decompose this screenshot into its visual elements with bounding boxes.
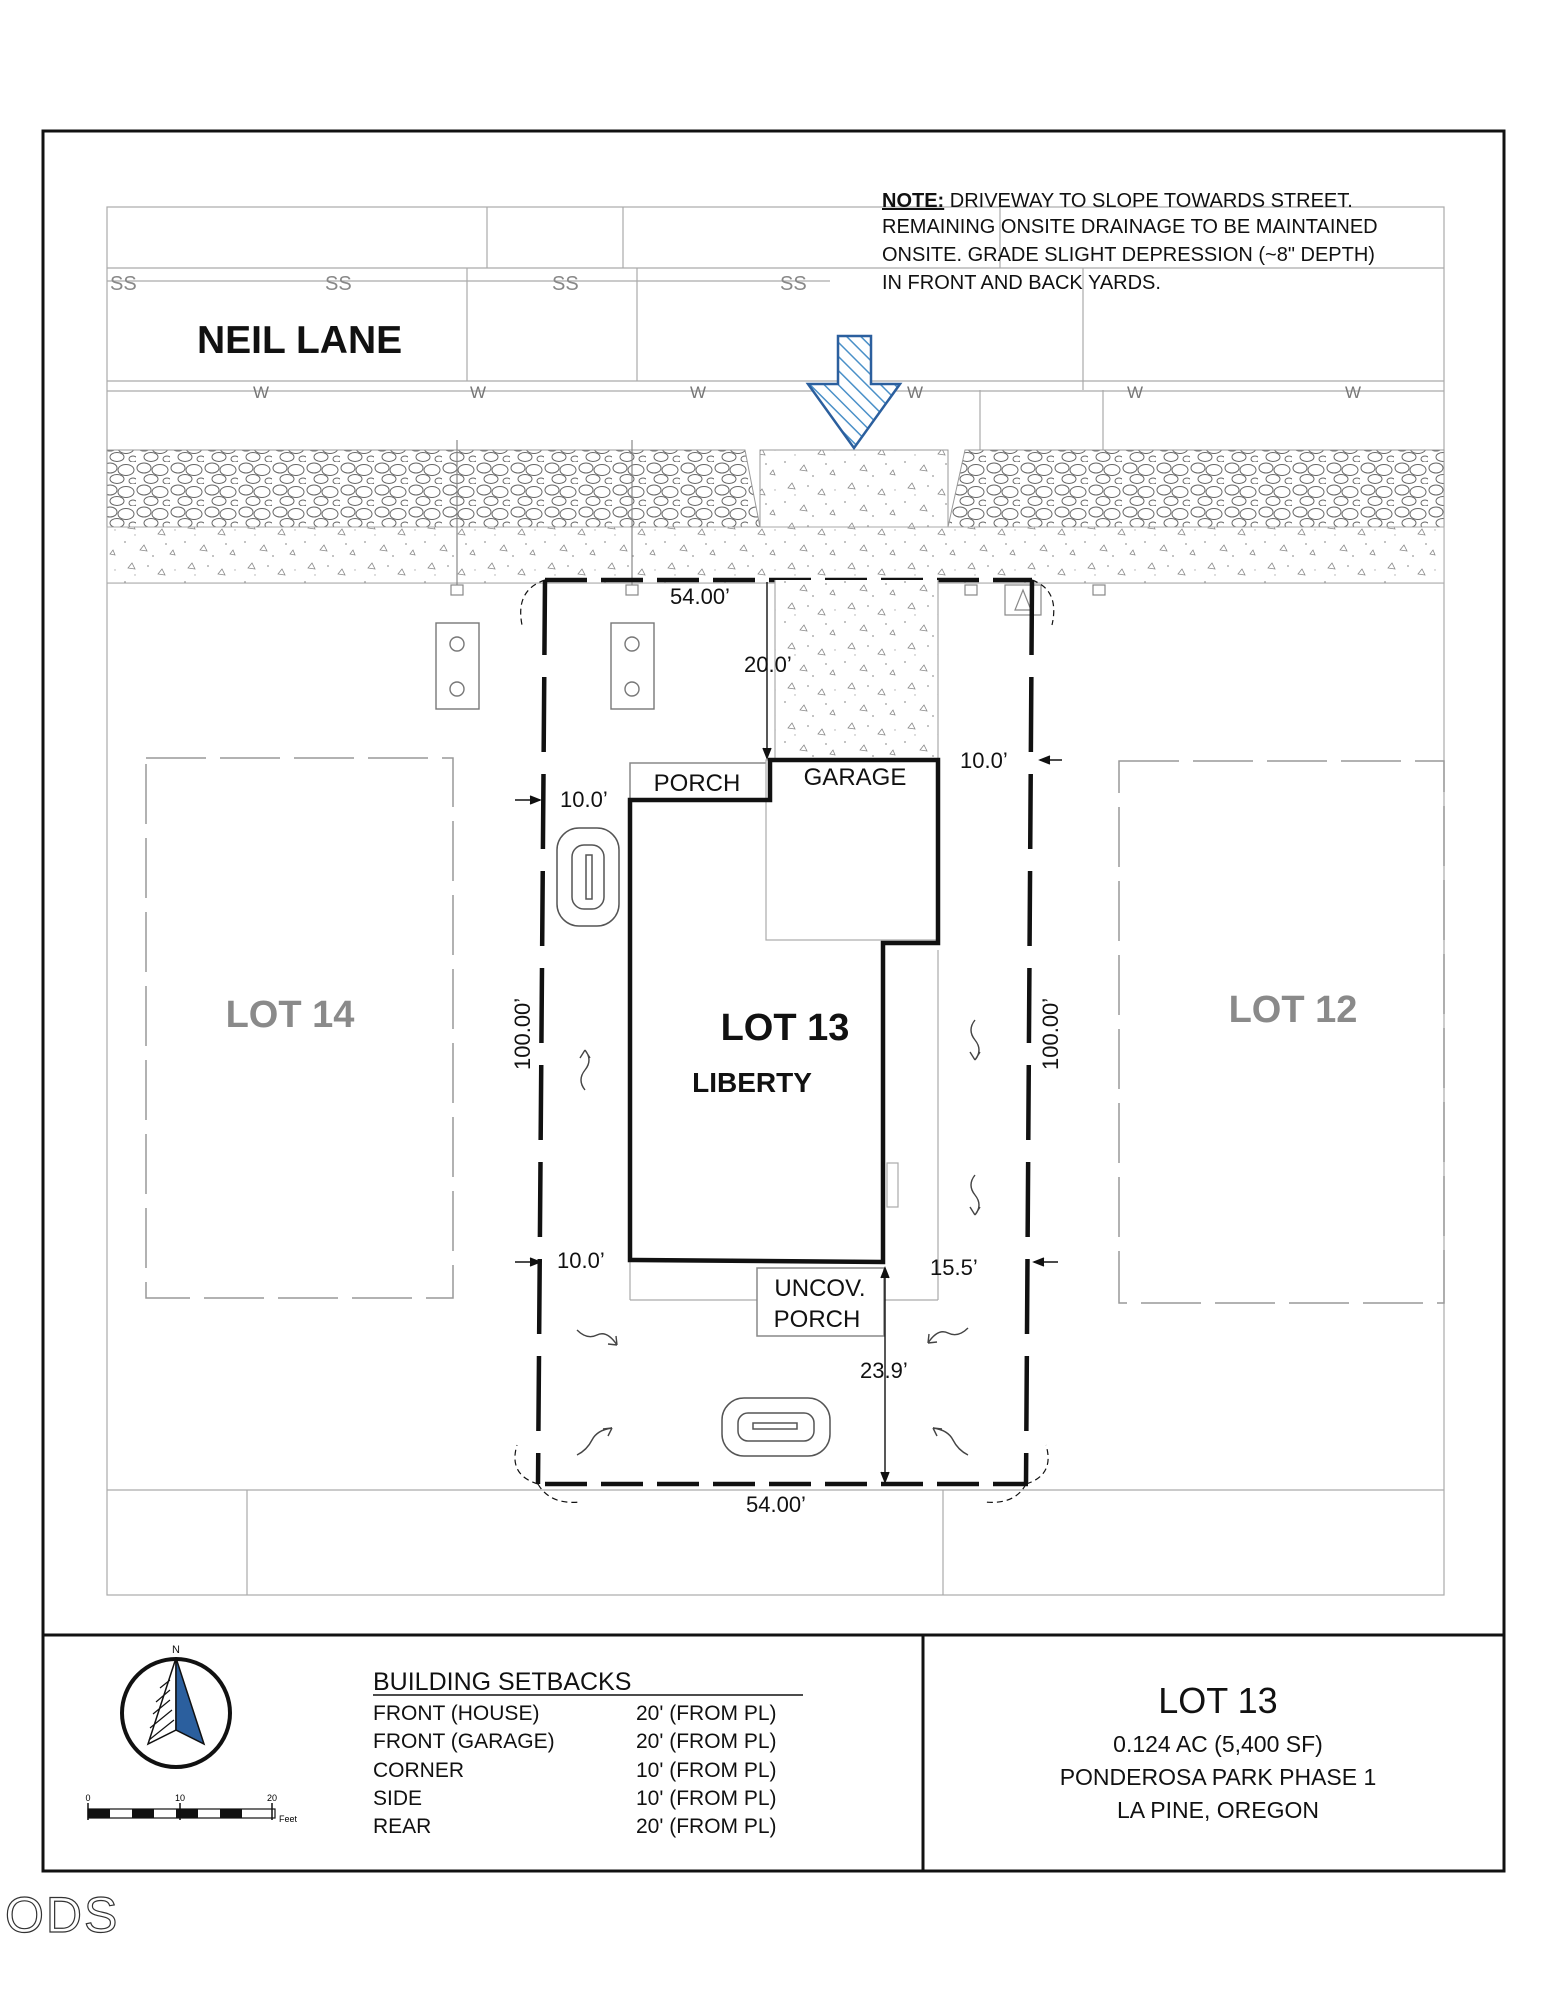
sidewalk [107,527,1444,583]
title-lot: LOT 13 [1158,1680,1278,1721]
note-line1: DRIVEWAY TO SLOPE TOWARDS STREET. [944,190,1353,212]
dim-driveway: 20.0’ [744,652,792,677]
lot-13-label: LOT 13 [720,1007,850,1049]
sewer-mark-3: SS [552,273,579,295]
dim-right-depth: 100.00’ [1038,997,1063,1070]
setbacks-table [373,1668,803,1838]
setback-label-side: SIDE [373,1787,423,1810]
setback-label-front-garage: FRONT (GARAGE) [373,1730,555,1753]
note-label: NOTE: [882,190,945,212]
dim-side-left-front: 10.0’ [560,787,608,812]
dim-side-right-rear: 15.5’ [930,1255,978,1280]
scale-tick-10: 10 [174,1793,186,1803]
setback-label-corner: CORNER [373,1759,465,1782]
plan-name: LIBERTY [692,1067,812,1098]
scale-tick-0: 0 [85,1793,91,1803]
setback-value-corner: 10' (FROM PL) [636,1759,777,1782]
note-line4: IN FRONT AND BACK YARDS. [882,272,1161,294]
water-mark-6: W [1345,383,1362,402]
setback-value-front-house: 20' (FROM PL) [636,1702,777,1725]
north-label: N [172,1644,180,1656]
rock-strip-left [107,450,760,527]
setback-value-side: 10' (FROM PL) [636,1787,777,1810]
sewer-mark-2: SS [325,273,352,295]
lot-12-outline [1119,761,1444,1303]
scale-tick-20: 20 [266,1793,278,1803]
setback-value-rear: 20' (FROM PL) [636,1815,777,1838]
setback-label-front-house: FRONT (HOUSE) [373,1702,540,1725]
water-mark-2: W [470,383,487,402]
drainage-arrow-icon [808,336,900,448]
scale-bar [85,1793,297,1824]
dim-side-left-rear: 10.0’ [557,1248,605,1273]
setback-label-rear: REAR [373,1815,432,1838]
street-name: NEIL LANE [197,319,403,362]
title-area: 0.124 AC (5,400 SF) [1113,1731,1323,1757]
rear-porch-line1: UNCOV. [774,1275,866,1302]
rock-strip-right [948,450,1444,527]
title-block [1060,1680,1377,1823]
svg-text:NOTE: DRIVEWAY TO SLOPE TOWARD [882,190,1353,212]
water-mark-4: W [907,383,924,402]
note-block [882,190,1378,294]
dim-front-width: 54.00’ [670,584,730,609]
water-mark-3: W [690,383,707,402]
sewer-mark-4: SS [780,273,807,295]
garage-label: GARAGE [803,764,907,791]
north-arrow-icon [122,1644,230,1767]
rear-porch-line2: PORCH [773,1306,861,1333]
porch-label: PORCH [653,770,741,797]
setbacks-title: BUILDING SETBACKS [373,1668,632,1696]
dim-rear-setback: 23.9’ [860,1358,908,1383]
watermark-logo: ODS [5,1887,120,1943]
water-mark-1: W [253,383,270,402]
scale-unit: Feet [279,1814,298,1824]
lot-14-label: LOT 14 [225,994,355,1036]
dim-rear-width: 54.00’ [746,1492,806,1517]
water-mark-5: W [1127,383,1144,402]
dim-side-right-front: 10.0’ [960,748,1008,773]
note-line2: REMAINING ONSITE DRAINAGE TO BE MAINTAINED [882,216,1378,238]
setback-value-front-garage: 20' (FROM PL) [636,1730,777,1753]
note-line3: ONSITE. GRADE SLIGHT DEPRESSION (~8" DEPTH) [882,244,1375,266]
dim-left-depth: 100.00’ [510,997,535,1070]
lot-12-label: LOT 12 [1228,989,1358,1031]
title-location: LA PINE, OREGON [1117,1797,1319,1823]
sewer-mark-1: SS [110,273,137,295]
title-subdivision: PONDEROSA PARK PHASE 1 [1059,1764,1377,1790]
